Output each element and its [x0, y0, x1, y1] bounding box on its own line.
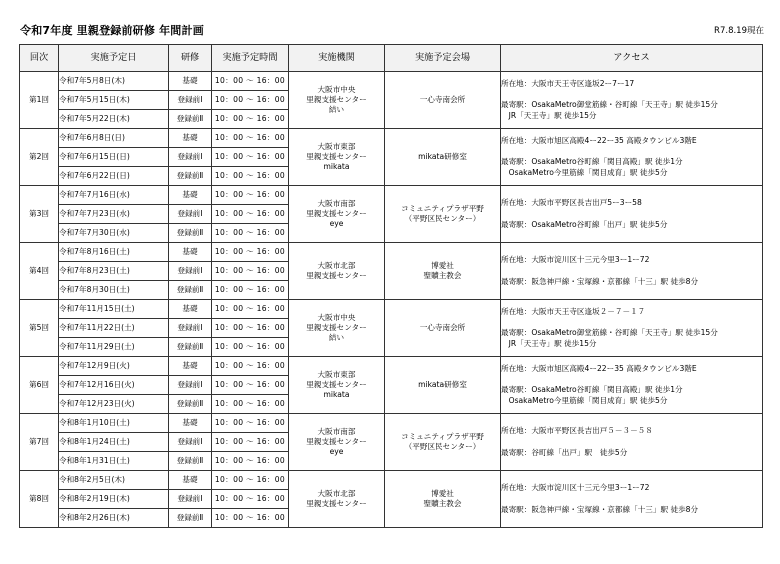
organization-line: 大阪市北部 [317, 489, 356, 498]
access-address: 所在地：大阪市天王寺区逢坂2ー7ー17 [501, 78, 635, 88]
organization-line: 里親支援センター [306, 271, 367, 280]
session-date: 令和7年6月8日(日) [59, 129, 169, 148]
col-header-date: 実施予定日 [59, 45, 169, 72]
session-course: 基礎 [169, 186, 212, 205]
session-course: 登録前Ⅱ [169, 338, 212, 357]
session-time: 10：00 ～ 16：00 [212, 110, 289, 129]
session-date: 令和8年1月31日(土) [59, 452, 169, 471]
session-date: 令和7年7月16日(水) [59, 186, 169, 205]
session-date: 令和7年12月9日(火) [59, 357, 169, 376]
header-row [20, 45, 763, 72]
organization-cell [289, 186, 385, 243]
session-date: 令和8年2月5日(木) [59, 471, 169, 490]
access-station: 最寄駅：OsakaMetro谷町線「関目高殿」駅 徒歩1分 [501, 385, 683, 395]
session-time: 10：00 ～ 16：00 [212, 72, 289, 91]
access-station: 最寄駅：OsakaMetro谷町線「出戸」駅 徒歩5分 [501, 219, 668, 229]
session-time: 10：00 ～ 16：00 [212, 224, 289, 243]
access-cell [501, 471, 763, 528]
session-time: 10：00 ～ 16：00 [212, 490, 289, 509]
access-station: 最寄駅：OsakaMetro谷町線「関目高殿」駅 徒歩1分 [501, 157, 683, 167]
col-header-course: 研修 [169, 45, 212, 72]
organization-line: 里親支援センター [306, 152, 367, 161]
session-date: 令和8年2月26日(木) [59, 509, 169, 528]
access-spacer [501, 317, 762, 328]
access-spacer [501, 374, 762, 385]
session-time: 10：00 ～ 16：00 [212, 186, 289, 205]
organization-cell [289, 357, 385, 414]
table-row [20, 72, 763, 91]
session-date: 令和7年12月16日(火) [59, 376, 169, 395]
round-label: 第4回 [20, 243, 59, 300]
session-time: 10：00 ～ 16：00 [212, 471, 289, 490]
venue-cell [385, 414, 501, 471]
organization-line: 大阪市中央 [317, 313, 356, 322]
table-row [20, 357, 763, 376]
round-label: 第8回 [20, 471, 59, 528]
session-time: 10：00 ～ 16：00 [212, 262, 289, 281]
organization-line: 里親支援センター [306, 380, 367, 389]
venue-cell [385, 357, 501, 414]
round-label: 第6回 [20, 357, 59, 414]
session-date: 令和8年2月19日(木) [59, 490, 169, 509]
session-date: 令和7年6月22日(日) [59, 167, 169, 186]
session-course: 登録前Ⅰ [169, 433, 212, 452]
organization-line: 結い [328, 105, 345, 114]
organization-line: mikata [323, 390, 350, 399]
session-course: 登録前Ⅱ [169, 452, 212, 471]
venue-line: 博愛社 [431, 489, 454, 498]
organization-line: 里親支援センター [306, 499, 367, 508]
session-date: 令和7年8月30日(土) [59, 281, 169, 300]
session-date: 令和7年7月23日(水) [59, 205, 169, 224]
organization-line: 大阪市南部 [317, 427, 356, 436]
session-time: 10：00 ～ 16：00 [212, 319, 289, 338]
access-cell [501, 357, 763, 414]
session-time: 10：00 ～ 16：00 [212, 414, 289, 433]
table-row [20, 129, 763, 148]
organization-line: 大阪市中央 [317, 85, 356, 94]
venue-cell [385, 300, 501, 357]
session-course: 基礎 [169, 72, 212, 91]
organization-cell [289, 129, 385, 186]
session-time: 10：00 ～ 16：00 [212, 205, 289, 224]
round-label: 第2回 [20, 129, 59, 186]
session-date: 令和7年7月30日(水) [59, 224, 169, 243]
organization-line: 里親支援センター [306, 95, 367, 104]
session-course: 登録前Ⅰ [169, 490, 212, 509]
col-header-access: アクセス [501, 45, 763, 72]
access-spacer [501, 209, 762, 220]
round-label: 第5回 [20, 300, 59, 357]
session-course: 基礎 [169, 471, 212, 490]
table-row [20, 243, 763, 262]
schedule-table [19, 44, 763, 528]
session-time: 10：00 ～ 16：00 [212, 300, 289, 319]
venue-cell [385, 471, 501, 528]
venue-cell [385, 72, 501, 129]
organization-line: 里親支援センター [306, 437, 367, 446]
col-header-round: 回次 [20, 45, 59, 72]
session-course: 登録前Ⅰ [169, 148, 212, 167]
session-course: 登録前Ⅰ [169, 262, 212, 281]
organization-line: 結い [328, 333, 345, 342]
session-time: 10：00 ～ 16：00 [212, 129, 289, 148]
access-address: 所在地：大阪市平野区長吉出戸５－３－５８ [501, 426, 653, 435]
schedule-body [20, 72, 763, 528]
access-address: 所在地：大阪市淀川区十三元今里3ー1ー72 [501, 255, 650, 264]
access-spacer [501, 89, 762, 100]
col-header-organization: 実施機関 [289, 45, 385, 72]
access-station: 最寄駅：OsakaMetro御堂筋線・谷町線「天王寺」駅 徒歩15分 [501, 100, 718, 110]
venue-line: 一心寺南会所 [419, 95, 466, 104]
organization-cell [289, 414, 385, 471]
access-address: 所在地：大阪市平野区長吉出戸5ー3ー58 [501, 198, 642, 207]
session-time: 10：00 ～ 16：00 [212, 509, 289, 528]
organization-cell [289, 243, 385, 300]
session-course: 登録前Ⅰ [169, 376, 212, 395]
session-time: 10：00 ～ 16：00 [212, 243, 289, 262]
session-course: 登録前Ⅱ [169, 224, 212, 243]
access-station: JR「天王寺」駅 徒歩15分 [501, 110, 597, 120]
session-date: 令和7年5月15日(木) [59, 91, 169, 110]
session-course: 登録前Ⅱ [169, 395, 212, 414]
access-address: 所在地：大阪市天王寺区逢坂２－７－１７ [501, 306, 646, 316]
session-date: 令和7年6月15日(日) [59, 148, 169, 167]
session-time: 10：00 ～ 16：00 [212, 91, 289, 110]
session-time: 10：00 ～ 16：00 [212, 148, 289, 167]
session-course: 登録前Ⅱ [169, 281, 212, 300]
organization-cell [289, 300, 385, 357]
session-time: 10：00 ～ 16：00 [212, 338, 289, 357]
organization-line: mikata [323, 162, 350, 171]
access-cell [501, 300, 763, 357]
access-spacer [501, 494, 762, 505]
organization-cell [289, 471, 385, 528]
col-header-venue: 実施予定会場 [385, 45, 501, 72]
session-date: 令和7年11月15日(土) [59, 300, 169, 319]
venue-line: （平野区民センター） [404, 442, 481, 451]
access-station: 最寄駅：谷町線「出戸」駅 徒歩5分 [501, 447, 628, 457]
access-cell [501, 72, 763, 129]
session-time: 10：00 ～ 16：00 [212, 452, 289, 471]
venue-line: 一心寺南会所 [419, 323, 466, 332]
access-spacer [501, 266, 762, 277]
session-date: 令和7年8月23日(土) [59, 262, 169, 281]
access-address: 所在地：大阪市旭区高殿4ー22ー35 高殿タウンビル3階E [501, 135, 697, 145]
venue-line: mikata研修室 [418, 380, 467, 389]
col-header-time: 実施予定時間 [212, 45, 289, 72]
access-cell [501, 414, 763, 471]
round-label: 第3回 [20, 186, 59, 243]
session-course: 登録前Ⅰ [169, 205, 212, 224]
organization-cell [289, 72, 385, 129]
venue-line: 聖贖主教会 [423, 271, 462, 280]
access-station: 最寄駅：OsakaMetro御堂筋線・谷町線「天王寺」駅 徒歩15分 [501, 328, 718, 338]
session-time: 10：00 ～ 16：00 [212, 433, 289, 452]
session-course: 登録前Ⅱ [169, 167, 212, 186]
access-spacer [501, 146, 762, 157]
session-date: 令和8年1月24日(土) [59, 433, 169, 452]
session-date: 令和7年5月8日(木) [59, 72, 169, 91]
organization-line: 大阪市北部 [317, 261, 356, 270]
session-course: 登録前Ⅰ [169, 91, 212, 110]
access-cell [501, 186, 763, 243]
round-label: 第1回 [20, 72, 59, 129]
session-time: 10：00 ～ 16：00 [212, 395, 289, 414]
organization-line: 里親支援センター [306, 209, 367, 218]
access-address: 所在地：大阪市淀川区十三元今里3ー1ー72 [501, 483, 650, 492]
session-date: 令和7年8月16日(土) [59, 243, 169, 262]
organization-line: 大阪市東部 [317, 142, 356, 151]
organization-line: 大阪市東部 [317, 370, 356, 379]
access-address: 所在地：大阪市旭区高殿4ー22ー35 高殿タウンビル3階E [501, 363, 697, 373]
venue-line: （平野区民センター） [404, 214, 481, 223]
access-station: OsakaMetro今里筋線「関目成育」駅 徒歩5分 [501, 395, 668, 405]
session-date: 令和7年12月23日(火) [59, 395, 169, 414]
access-spacer [501, 437, 762, 448]
table-row [20, 186, 763, 205]
venue-line: 博愛社 [431, 261, 454, 270]
organization-line: 大阪市南部 [317, 199, 356, 208]
venue-cell [385, 243, 501, 300]
round-label: 第7回 [20, 414, 59, 471]
venue-cell [385, 186, 501, 243]
access-station: 最寄駅：阪急神戸線・宝塚線・京都線「十三」駅 徒歩8分 [501, 276, 699, 286]
access-station: JR「天王寺」駅 徒歩15分 [501, 338, 597, 348]
organization-line: 里親支援センター [306, 323, 367, 332]
session-course: 基礎 [169, 414, 212, 433]
session-date: 令和7年11月29日(土) [59, 338, 169, 357]
table-row [20, 414, 763, 433]
venue-cell [385, 129, 501, 186]
session-course: 基礎 [169, 129, 212, 148]
venue-line: 聖贖主教会 [423, 499, 462, 508]
session-course: 基礎 [169, 243, 212, 262]
session-course: 基礎 [169, 300, 212, 319]
venue-line: mikata研修室 [418, 152, 467, 161]
as-of-date: R7.8.19現在 [714, 26, 764, 36]
organization-line: eye [329, 447, 344, 456]
session-time: 10：00 ～ 16：00 [212, 281, 289, 300]
session-course: 登録前Ⅰ [169, 319, 212, 338]
venue-line: コミュニティプラザ平野 [401, 432, 484, 441]
session-date: 令和7年11月22日(土) [59, 319, 169, 338]
table-row [20, 300, 763, 319]
table-row [20, 471, 763, 490]
access-station: OsakaMetro今里筋線「関目成育」駅 徒歩5分 [501, 167, 668, 177]
session-time: 10：00 ～ 16：00 [212, 167, 289, 186]
session-course: 基礎 [169, 357, 212, 376]
venue-line: コミュニティプラザ平野 [401, 204, 484, 213]
session-course: 登録前Ⅱ [169, 509, 212, 528]
access-cell [501, 129, 763, 186]
organization-line: eye [329, 219, 344, 228]
document-title: 令和7年度 里親登録前研修 年間計画 [20, 24, 204, 37]
session-time: 10：00 ～ 16：00 [212, 376, 289, 395]
session-course: 登録前Ⅱ [169, 110, 212, 129]
session-date: 令和8年1月10日(土) [59, 414, 169, 433]
session-time: 10：00 ～ 16：00 [212, 357, 289, 376]
access-cell [501, 243, 763, 300]
access-station: 最寄駅：阪急神戸線・宝塚線・京都線「十三」駅 徒歩8分 [501, 504, 699, 514]
session-date: 令和7年5月22日(木) [59, 110, 169, 129]
